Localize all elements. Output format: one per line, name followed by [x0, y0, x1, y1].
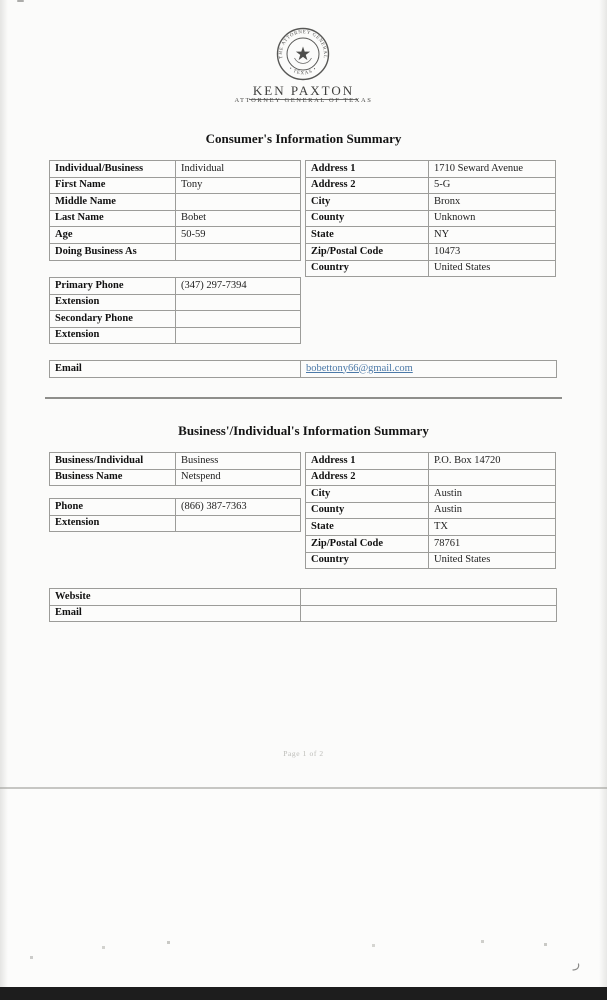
field-label: County	[306, 210, 429, 227]
table-row	[50, 294, 301, 311]
field-label: Business/Individual	[50, 453, 176, 470]
seal-top-text: THE ATTORNEY GENERAL	[278, 30, 328, 59]
field-value	[429, 469, 556, 486]
scan-edge-shadow-right	[599, 0, 607, 1000]
table-row	[306, 552, 556, 569]
scanner-lower-sheet	[0, 789, 607, 987]
field-label: First Name	[50, 177, 176, 194]
table-row	[306, 243, 556, 260]
table-row	[306, 260, 556, 277]
field-value: (866) 387-7363	[176, 499, 301, 516]
field-value: 1710 Seward Avenue	[429, 161, 556, 178]
field-value	[301, 361, 557, 378]
table-row	[50, 453, 301, 470]
field-label: Age	[50, 227, 176, 244]
table-row	[50, 227, 301, 244]
field-value: 50-59	[176, 227, 301, 244]
table-row	[306, 453, 556, 470]
table-row	[50, 210, 301, 227]
table-row	[306, 177, 556, 194]
field-label: Phone	[50, 499, 176, 516]
svg-text:• TEXAS •	[288, 67, 319, 77]
table-row	[306, 161, 556, 178]
table-row	[50, 161, 301, 178]
field-value: Austin	[429, 502, 556, 519]
field-value	[176, 311, 301, 328]
scan-artifact-speck	[17, 0, 24, 2]
table-row	[306, 227, 556, 244]
table-row	[50, 589, 557, 606]
field-label: Website	[50, 589, 301, 606]
business-contact-table	[49, 588, 557, 622]
consumer-identity-table	[49, 160, 301, 261]
table-row	[306, 486, 556, 503]
field-value: (347) 297-7394	[176, 278, 301, 295]
table-row	[306, 210, 556, 227]
consumer-email-table	[49, 360, 557, 378]
business-phone-table	[49, 498, 301, 532]
seal-star-icon	[296, 47, 310, 61]
table-row	[50, 327, 301, 344]
field-value: United States	[429, 260, 556, 277]
table-row	[50, 499, 301, 516]
consumer-phone-table	[49, 277, 301, 344]
field-label: Extension	[50, 294, 176, 311]
table-row	[306, 502, 556, 519]
field-label: Address 2	[306, 177, 429, 194]
field-label: Address 1	[306, 161, 429, 178]
table-row	[306, 194, 556, 211]
field-value: NY	[429, 227, 556, 244]
field-label: City	[306, 194, 429, 211]
field-value: Netspend	[176, 469, 301, 486]
consumer-section-heading: Consumer's Information Summary	[205, 131, 402, 146]
field-label: State	[306, 227, 429, 244]
field-label: Last Name	[50, 210, 176, 227]
field-value: Tony	[176, 177, 301, 194]
field-value: Bronx	[429, 194, 556, 211]
field-label: Extension	[50, 327, 176, 344]
field-value: 10473	[429, 243, 556, 260]
attorney-general-name: KEN PAXTON	[0, 83, 607, 99]
field-value: United States	[429, 552, 556, 569]
table-row	[50, 515, 301, 532]
field-value: Austin	[429, 486, 556, 503]
field-value	[176, 515, 301, 532]
email-link[interactable]: bobettony66@gmail.com	[306, 362, 413, 374]
field-label: Zip/Postal Code	[306, 535, 429, 552]
field-value: Individual	[176, 161, 301, 178]
consumer-address-table	[305, 160, 556, 277]
field-label: Business Name	[50, 469, 176, 486]
table-row	[50, 311, 301, 328]
field-value: Unknown	[429, 210, 556, 227]
field-label: County	[306, 502, 429, 519]
field-label: Doing Business As	[50, 243, 176, 260]
field-value: P.O. Box 14720	[429, 453, 556, 470]
table-row	[50, 469, 301, 486]
field-label: Email	[50, 361, 301, 378]
section-divider	[45, 397, 562, 399]
business-identity-table	[49, 452, 301, 486]
field-value: 5-G	[429, 177, 556, 194]
field-value	[176, 327, 301, 344]
field-label: Extension	[50, 515, 176, 532]
business-section-heading: Business'/Individual's Information Summary	[178, 423, 429, 438]
attorney-general-seal-icon	[276, 26, 330, 82]
page-bottom-edge	[0, 787, 607, 789]
field-value	[176, 194, 301, 211]
scan-artifact-specks	[0, 0, 1, 1]
scan-edge-shadow-left	[0, 0, 8, 1000]
field-label: Country	[306, 552, 429, 569]
table-row	[50, 194, 301, 211]
field-value	[301, 589, 557, 606]
field-label: Secondary Phone	[50, 311, 176, 328]
field-label: Middle Name	[50, 194, 176, 211]
business-address-table	[305, 452, 556, 569]
field-label: Primary Phone	[50, 278, 176, 295]
field-value	[176, 243, 301, 260]
field-value: TX	[429, 519, 556, 536]
scanner-edge-black-strip	[0, 987, 607, 1000]
field-label: State	[306, 519, 429, 536]
table-row	[50, 605, 557, 622]
seal-bottom-text: • TEXAS •	[287, 66, 319, 77]
table-row	[50, 278, 301, 295]
table-row	[50, 361, 557, 378]
table-row	[306, 535, 556, 552]
field-value: Bobet	[176, 210, 301, 227]
attorney-general-title: ATTORNEY GENERAL OF TEXAS	[234, 97, 373, 104]
table-row	[306, 469, 556, 486]
field-value	[301, 605, 557, 622]
field-label: Zip/Postal Code	[306, 243, 429, 260]
field-label: Individual/Business	[50, 161, 176, 178]
field-value: 78761	[429, 535, 556, 552]
table-row	[50, 243, 301, 260]
field-label: Address 2	[306, 469, 429, 486]
scan-artifact-pen-mark	[571, 960, 581, 978]
page-indicator: Page 1 of 2	[283, 749, 324, 758]
table-row	[306, 519, 556, 536]
table-row	[50, 177, 301, 194]
field-label: Address 1	[306, 453, 429, 470]
field-label: Email	[50, 605, 301, 622]
field-value: Business	[176, 453, 301, 470]
field-value	[176, 294, 301, 311]
field-label: City	[306, 486, 429, 503]
field-label: Country	[306, 260, 429, 277]
